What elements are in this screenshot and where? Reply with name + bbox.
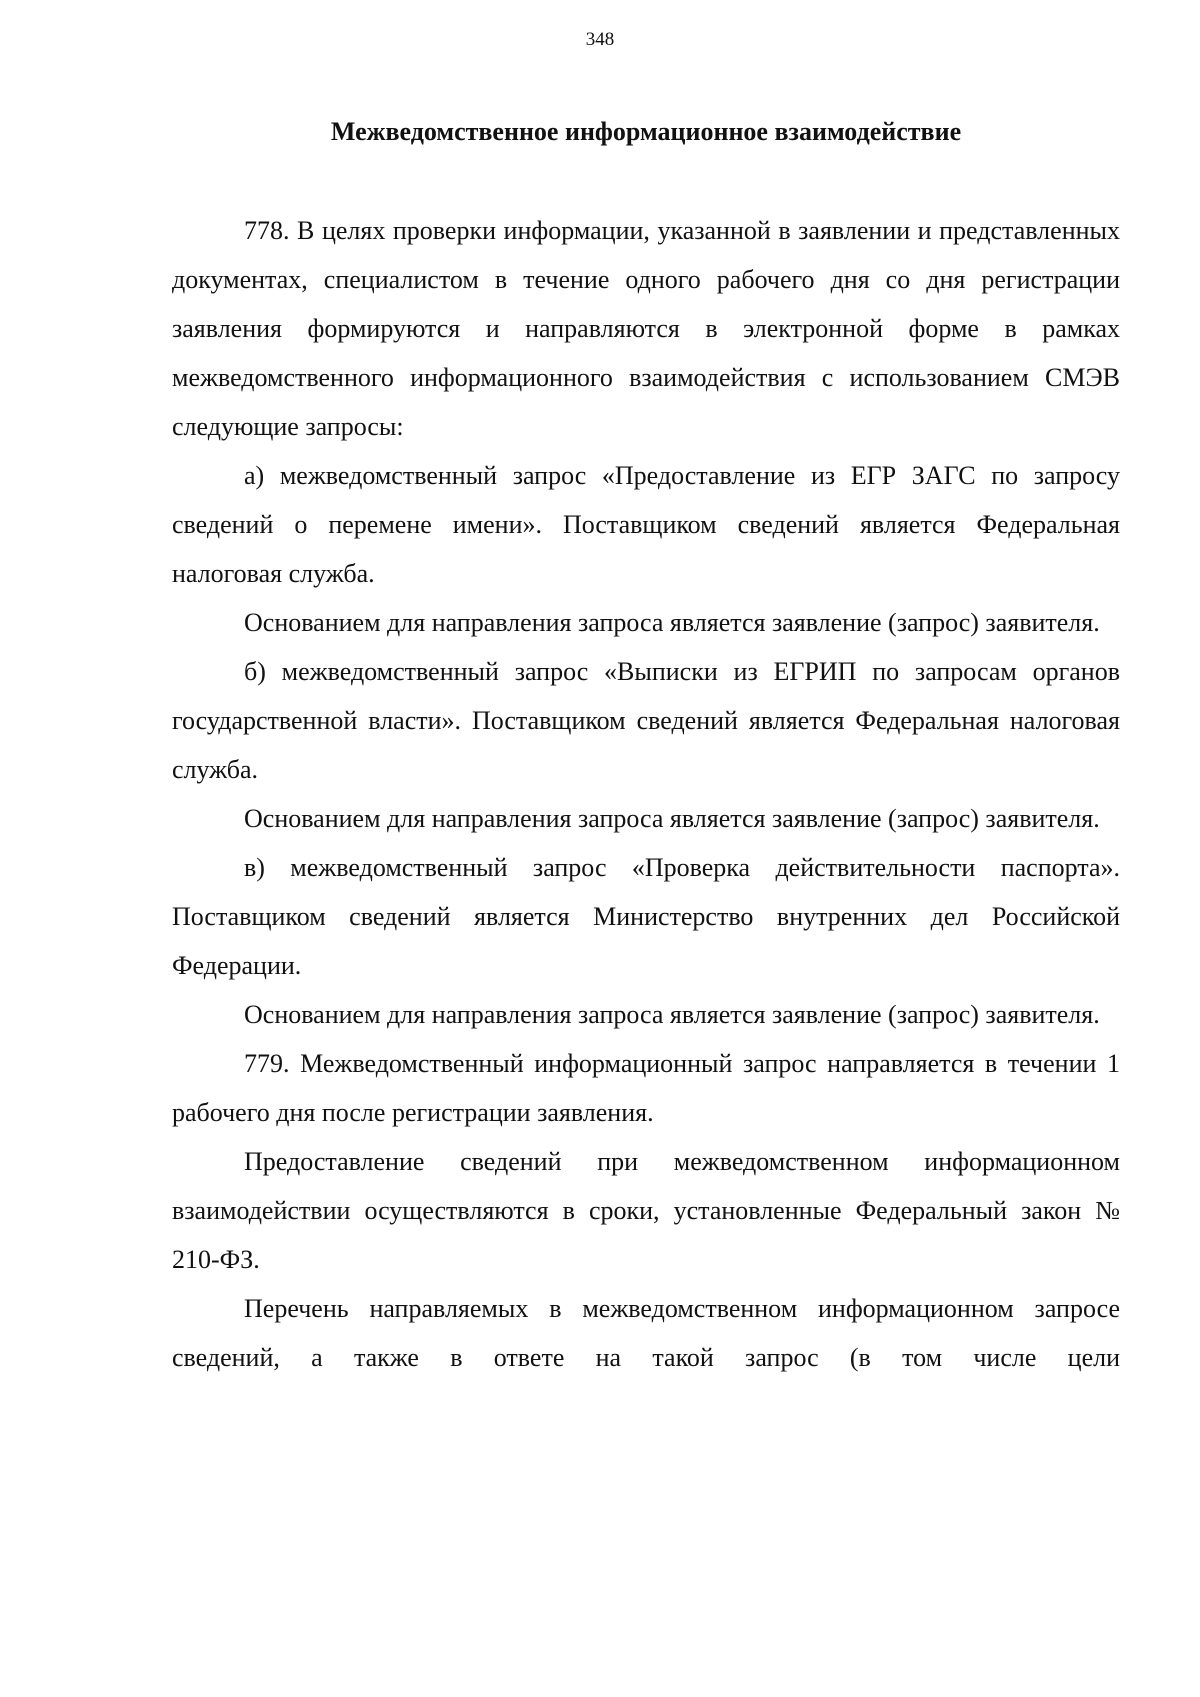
paragraph-basis-b: Основанием для направления запроса является заявление (запрос) заявителя. [244,804,1100,833]
paragraph-request-a: а) межведомственный запрос «Предоставление из ЕГР ЗАГС по запросу сведений о перемене имени». Поставщиком сведений является Федеральная налоговая служба. [172,461,1120,588]
section-heading: Межведомственное информационное взаимодействие [330,117,962,146]
paragraph-778: 778. В целях проверки информации, указанной в заявлении и представленных документах, специалистом в течение одного рабочего дня со дня регистрации заявления формируются и направляются в электронной форме в рамках межведомственного информационного взаимодействия с использованием СМЭВ следующие запросы: [172,216,1120,441]
paragraph-request-v: в) межведомственный запрос «Проверка действительности паспорта». Поставщиком сведений является Министерство внутренних дел Российской Федерации. [172,853,1120,980]
paragraph-request-b: б) межведомственный запрос «Выписки из ЕГРИП по запросам органов государственной власти». Поставщиком сведений является Федеральная налоговая служба. [172,657,1120,784]
paragraph-basis-a: Основанием для направления запроса является заявление (запрос) заявителя. [244,608,1100,637]
paragraph-list: Перечень направляемых в межведомственном информационном запросе сведений, а также в ответе на такой запрос (в том числе цели [172,1294,1120,1372]
document-body [172,206,1120,1382]
paragraph-terms: Предоставление сведений при межведомственном информационном взаимодействии осуществляются в сроки, установленные Федеральный закон № 210-ФЗ. [172,1147,1120,1274]
page-number: 348 [585,29,615,50]
paragraph-779: 779. Межведомственный информационный запрос направляется в течении 1 рабочего дня после регистрации заявления. [172,1049,1120,1127]
paragraph-basis-v: Основанием для направления запроса является заявление (запрос) заявителя. [244,1000,1100,1029]
